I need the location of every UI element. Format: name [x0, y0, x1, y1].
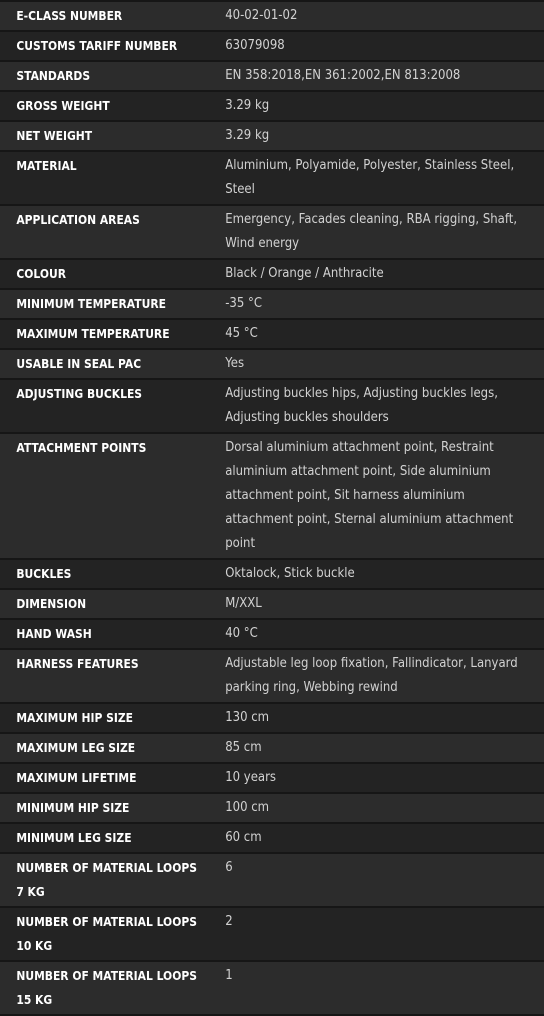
spec-label: [0, 262, 180, 286]
spec-label: [0, 706, 180, 730]
spec-value-text: 6: [225, 860, 233, 875]
spec-value: [209, 262, 540, 286]
spec-label-text: MINIMUM HIP SIZE: [16, 800, 130, 815]
spec-row: [0, 734, 544, 764]
spec-value: [209, 736, 540, 760]
spec-value: [209, 910, 540, 934]
spec-value: [209, 382, 540, 430]
spec-row: [0, 704, 544, 734]
spec-row: [0, 92, 544, 122]
spec-value-text: Adjustable leg loop fixation, Fallindicator, Lanyard parking ring, Webbing rewind: [225, 656, 518, 695]
spec-row: [0, 260, 544, 290]
spec-row: [0, 908, 544, 962]
spec-row: [0, 824, 544, 854]
spec-value-text: Emergency, Facades cleaning, RBA rigging, Shaft, Wind energy: [225, 212, 518, 251]
spec-label-text: MATERIAL: [16, 158, 77, 173]
spec-value-text: 130 cm: [225, 710, 270, 725]
spec-value: [209, 292, 540, 316]
spec-row: [0, 320, 544, 350]
spec-value: [209, 436, 540, 556]
spec-value: [209, 64, 540, 88]
spec-row: [0, 650, 544, 704]
spec-label: [0, 352, 180, 376]
spec-value: [209, 4, 540, 28]
spec-value: [209, 652, 540, 700]
spec-row: [0, 350, 544, 380]
spec-value-text: -35 °C: [225, 296, 263, 311]
spec-label-text: DIMENSION: [16, 596, 87, 611]
spec-label: [0, 826, 180, 850]
spec-label-text: ADJUSTING BUCKLES: [16, 386, 143, 401]
spec-label-text: STANDARDS: [16, 68, 91, 83]
spec-value: [209, 352, 540, 376]
spec-label-text: MAXIMUM LIFETIME: [16, 770, 137, 785]
spec-label-text: HARNESS FEATURES: [16, 656, 139, 671]
spec-row: [0, 434, 544, 560]
spec-row: [0, 764, 544, 794]
spec-row: [0, 590, 544, 620]
spec-label-text: GROSS WEIGHT: [16, 98, 110, 113]
spec-value: [209, 34, 540, 58]
spec-label: [0, 4, 180, 28]
spec-value-text: Black / Orange / Anthracite: [225, 266, 384, 281]
spec-row: [0, 32, 544, 62]
spec-label-text: NUMBER OF MATERIAL LOOPS 15 KG: [16, 968, 197, 1007]
spec-value-text: M/XXL: [225, 596, 262, 611]
spec-value-text: 1: [225, 968, 233, 983]
spec-label: [0, 562, 180, 586]
spec-value-text: 10 years: [225, 770, 277, 785]
spec-value-text: Aluminium, Polyamide, Polyester, Stainless Steel, Steel: [225, 158, 515, 197]
spec-value-text: Dorsal aluminium attachment point, Restraint aluminium attachment point, Side aluminium attachment point, Sit harness aluminium attachment point, Sternal aluminium attachment point: [225, 440, 514, 551]
spec-label: [0, 964, 197, 1012]
spec-row: [0, 962, 544, 1016]
spec-value-text: 45 °C: [225, 326, 258, 341]
spec-value: [209, 154, 540, 202]
spec-row: [0, 560, 544, 590]
spec-value-text: 63079098: [225, 38, 285, 53]
spec-label: [0, 322, 180, 346]
spec-row: [0, 62, 544, 92]
spec-row: [0, 794, 544, 824]
spec-value: [209, 826, 540, 850]
spec-label: [0, 154, 180, 178]
spec-label-text: MINIMUM TEMPERATURE: [16, 296, 166, 311]
spec-label-text: USABLE IN SEAL PAC: [16, 356, 142, 371]
spec-label-text: NUMBER OF MATERIAL LOOPS 7 KG: [16, 860, 197, 899]
spec-label-text: CUSTOMS TARIFF NUMBER: [16, 38, 178, 53]
spec-label: [0, 652, 180, 676]
spec-label: [0, 124, 180, 148]
spec-row: [0, 152, 544, 206]
spec-value-text: EN 358:2018,EN 361:2002,EN 813:2008: [225, 68, 461, 83]
spec-value: [209, 322, 540, 346]
spec-label: [0, 622, 180, 646]
spec-value-text: 40 °C: [225, 626, 258, 641]
spec-label: [0, 736, 180, 760]
spec-value: [209, 124, 540, 148]
spec-label: [0, 292, 180, 316]
spec-label-text: MAXIMUM LEG SIZE: [16, 740, 136, 755]
spec-label-text: HAND WASH: [16, 626, 92, 641]
spec-row: [0, 206, 544, 260]
spec-label: [0, 208, 180, 232]
spec-value-text: 2: [225, 914, 233, 929]
spec-label: [0, 910, 197, 958]
spec-value: [209, 706, 540, 730]
spec-value-text: 40-02-01-02: [225, 8, 298, 23]
spec-value-text: Adjusting buckles hips, Adjusting buckles legs, Adjusting buckles shoulders: [225, 386, 498, 425]
spec-value: [209, 562, 540, 586]
spec-label-text: E-CLASS NUMBER: [16, 8, 123, 23]
spec-row: [0, 620, 544, 650]
spec-value: [209, 964, 540, 988]
spec-value-text: Oktalock, Stick buckle: [225, 566, 355, 581]
spec-value-text: 85 cm: [225, 740, 262, 755]
spec-label: [0, 64, 180, 88]
spec-label: [0, 34, 180, 58]
spec-value: [209, 592, 540, 616]
spec-label-text: MAXIMUM HIP SIZE: [16, 710, 134, 725]
spec-value-text: Yes: [225, 356, 245, 371]
spec-label-text: BUCKLES: [16, 566, 72, 581]
spec-value-text: 60 cm: [225, 830, 262, 845]
spec-label-text: NET WEIGHT: [16, 128, 93, 143]
spec-label: [0, 796, 180, 820]
spec-label: [0, 856, 197, 904]
spec-label-text: MINIMUM LEG SIZE: [16, 830, 132, 845]
spec-label: [0, 382, 180, 406]
spec-row: [0, 2, 544, 32]
spec-row: [0, 380, 544, 434]
spec-label: [0, 436, 180, 460]
spec-label: [0, 766, 180, 790]
spec-label-text: COLOUR: [16, 266, 66, 281]
spec-value: [209, 766, 540, 790]
spec-value-text: 100 cm: [225, 800, 270, 815]
spec-label-text: MAXIMUM TEMPERATURE: [16, 326, 170, 341]
spec-label-text: APPLICATION AREAS: [16, 212, 140, 227]
spec-label: [0, 94, 180, 118]
spec-value: [209, 622, 540, 646]
spec-label: [0, 592, 180, 616]
spec-value: [209, 208, 540, 256]
spec-value: [209, 856, 540, 880]
spec-label-text: ATTACHMENT POINTS: [16, 440, 147, 455]
spec-row: [0, 122, 544, 152]
spec-value-text: 3.29 kg: [225, 128, 270, 143]
spec-row: [0, 854, 544, 908]
spec-label-text: NUMBER OF MATERIAL LOOPS 10 KG: [16, 914, 197, 953]
spec-value: [209, 94, 540, 118]
spec-value: [209, 796, 540, 820]
spec-value-text: 3.29 kg: [225, 98, 270, 113]
spec-row: [0, 290, 544, 320]
